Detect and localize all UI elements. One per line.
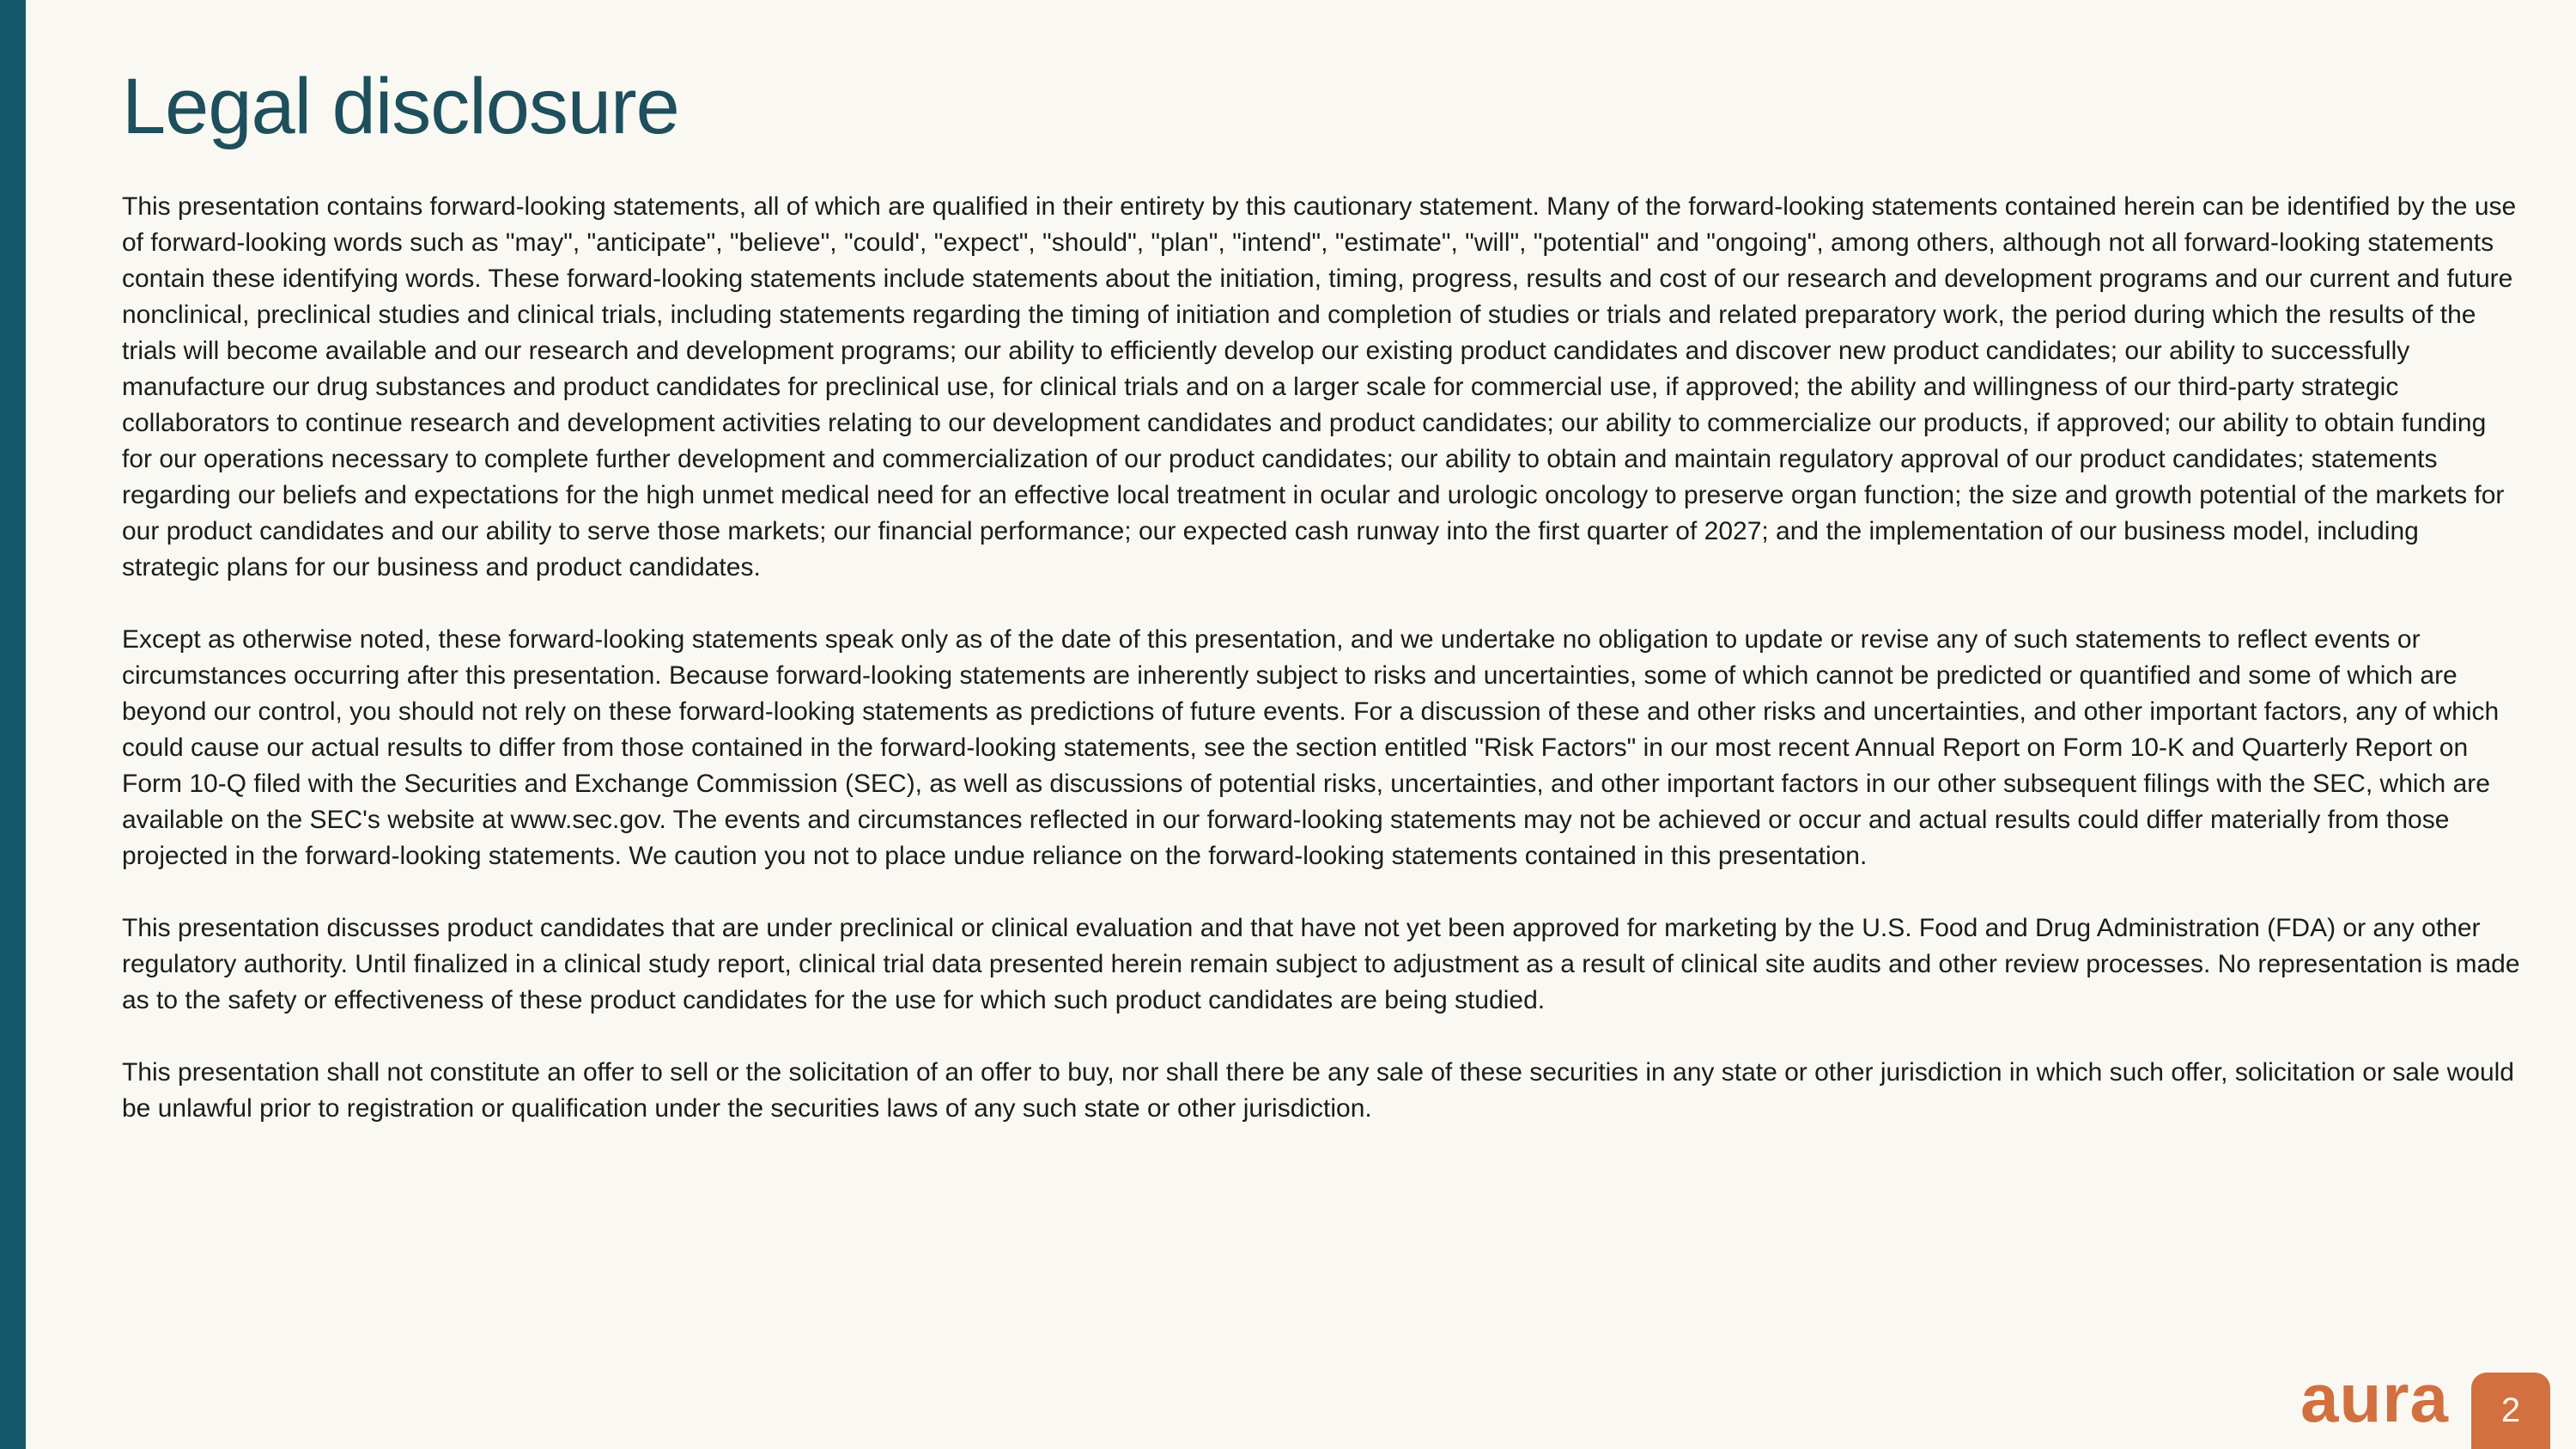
page-title: Legal disclosure (122, 63, 679, 150)
aura-logo: aura (2300, 1360, 2449, 1436)
disclosure-paragraph: This presentation contains forward-looking statements, all of which are qualified in their entirety by this cautionary statement. Many of the forward-looking statements contained herein can be identified by the use of forward-looking words such as "may", "anticipate", "believe", "could', "expect", "should", "plan", "intend", "estimate", "will", "potential" and "ongoing", among others, although not all forward-looking statements contain these identifying words. These forward-looking statements include statements about the initiation, timing, progress, results and cost of our research and development programs and our current and future nonclinical, preclinical studies and clinical trials, including statements regarding the timing of initiation and completion of studies or trials and related preparatory work, the period during which the results of the trials will become available and our research and development programs; our ability to efficiently develop our existing product candidates and discover new product candidates; our ability to successfully manufacture our drug substances and product candidates for preclinical use, for clinical trials and on a larger scale for commercial use, if approved; the ability and willingness of our third-party strategic collaborators to continue research and development activities relating to our development candidates and product candidates; our ability to commercialize our products, if approved; our ability to obtain funding for our operations necessary to complete further development and commercialization of our product candidates; our ability to obtain and maintain regulatory approval of our product candidates; statements regarding our beliefs and expectations for the high unmet medical need for an effective local treatment in ocular and urologic oncology to preserve organ function; the size and growth potential of the markets for our product candidates and our ability to serve those markets; our financial performance; our expected cash runway into the first quarter of 2027; and the implementation of our business model, including strategic plans for our business and product candidates. (122, 192, 2517, 581)
disclosure-body (122, 189, 2520, 1127)
left-accent-bar (0, 0, 26, 1449)
page-number: 2 (2500, 1391, 2521, 1429)
slide-content (122, 0, 2520, 1127)
page-number-badge (2471, 1373, 2550, 1449)
disclosure-paragraph: This presentation discusses product candidates that are under preclinical or clinical evaluation and that have not yet been approved for marketing by the U.S. Food and Drug Administration (FDA) or any other regulatory authority. Until finalized in a clinical study report, clinical trial data presented herein remain subject to adjustment as a result of clinical site audits and other review processes. No representation is made as to the safety or effectiveness of these product candidates for the use for which such product candidates are being studied. (122, 914, 2520, 1014)
disclosure-paragraph: This presentation shall not constitute an offer to sell or the solicitation of an offer to buy, nor shall there be any sale of these securities in any state or other jurisdiction in which such offer, solicitation or sale would be unlawful prior to registration or qualification under the securities laws of any such state or other jurisdiction. (122, 1058, 2514, 1123)
disclosure-paragraph: Except as otherwise noted, these forward-looking statements speak only as of the date of this presentation, and we undertake no obligation to update or revise any of such statements to reflect events or circumstances occurring after this presentation. Because forward-looking statements are inherently subject to risks and uncertainties, some of which cannot be predicted or quantified and some of which are beyond our control, you should not rely on these forward-looking statements as predictions of future events. For a discussion of these and other risks and uncertainties, and other important factors, any of which could cause our actual results to differ from those contained in the forward-looking statements, see the section entitled "Risk Factors" in our most recent Annual Report on Form 10-K and Quarterly Report on Form 10-Q filed with the Securities and Exchange Commission (SEC), as well as discussions of potential risks, uncertainties, and other important factors in our other subsequent filings with the SEC, which are available on the SEC's website at www.sec.gov. The events and circumstances reflected in our forward-looking statements may not be achieved or occur and actual results could differ materially from those projected in the forward-looking statements. We caution you not to place undue reliance on the forward-looking statements contained in this presentation. (122, 625, 2500, 870)
